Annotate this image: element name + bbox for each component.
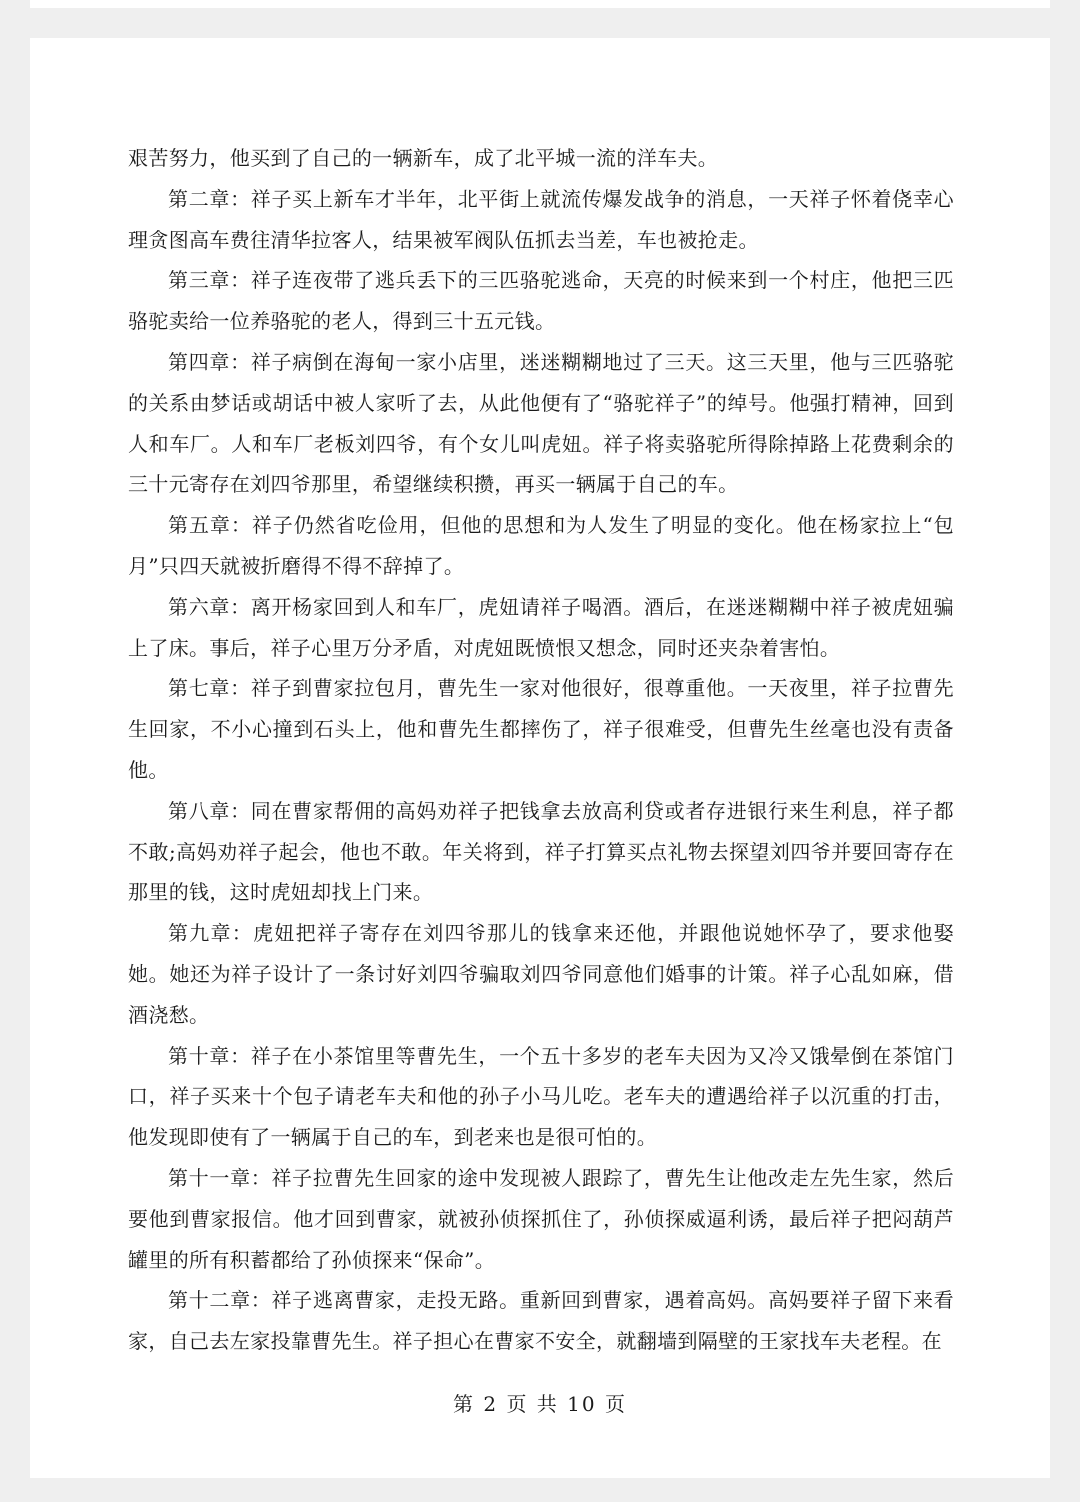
- paragraph-chapter-11: 第十一章：祥子拉曹先生回家的途中发现被人跟踪了，曹先生让他改走左先生家，然后要他到曹家报信。他才回到曹家，就被孙侦探抓住了，孙侦探威逼利诱，最后祥子把闷葫芦罐里的所有积蓄都给了孙侦探来“保命”。: [128, 1165, 954, 1272]
- previous-page-edge: [30, 0, 1050, 8]
- paragraph-chapter-9: 第九章：虎妞把祥子寄存在刘四爷那儿的钱拿来还他，并跟他说她怀孕了，要求他娶她。她还为祥子设计了一条讨好刘四爷骗取刘四爷同意他们婚事的计策。祥子心乱如麻，借酒浇愁。: [128, 921, 954, 1027]
- paragraph-chapter-3: 第三章：祥子连夜带了逃兵丢下的三匹骆驼逃命，天亮的时候来到一个村庄，他把三匹骆驼卖给一位养骆驼的老人，得到三十五元钱。: [128, 268, 954, 334]
- paragraph-chapter-8: 第八章：同在曹家帮佣的高妈劝祥子把钱拿去放高利贷或者存进银行来生利息，祥子都不敢;高妈劝祥子起会，他也不敢。年关将到，祥子打算买点礼物去探望刘四爷并要回寄存在那里的钱，这时虎妞却找上门来。: [128, 798, 954, 905]
- page-body: [128, 138, 954, 1362]
- paragraph-chapter-7: 第七章：祥子到曹家拉包月，曹先生一家对他很好，很尊重他。一天夜里，祥子拉曹先生回家，不小心撞到石头上，他和曹先生都摔伤了，祥子很难受，但曹先生丝毫也没有责备他。: [128, 676, 954, 782]
- paragraph-chapter-10: 第十章：祥子在小茶馆里等曹先生，一个五十多岁的老车夫因为又冷又饿晕倒在茶馆门口，祥子买来十个包子请老车夫和他的孙子小马儿吃。老车夫的遭遇给祥子以沉重的打击，他发现即使有了一辆属于自己的车，到老来也是很可怕的。: [128, 1043, 954, 1150]
- document-page: [30, 38, 1050, 1478]
- paragraph-continued: 艰苦努力，他买到了自己的一辆新车，成了北平城一流的洋车夫。: [128, 146, 719, 170]
- paragraph-chapter-12: 第十二章：祥子逃离曹家，走投无路。重新回到曹家，遇着高妈。高妈要祥子留下来看家，自己去左家投靠曹先生。祥子担心在曹家不安全，就翻墙到隔壁的王家找车夫老程。在: [128, 1288, 954, 1354]
- page-number-footer: 第 2 页 共 10 页: [453, 1392, 627, 1416]
- paragraph-chapter-5: 第五章：祥子仍然省吃俭用，但他的思想和为人发生了明显的变化。他在杨家拉上“包月”只四天就被折磨得不得不辞掉了。: [128, 513, 954, 578]
- paragraph-chapter-6: 第六章：离开杨家回到人和车厂，虎妞请祥子喝酒。酒后，在迷迷糊糊中祥子被虎妞骗上了床。事后，祥子心里万分矛盾，对虎妞既愤恨又想念，同时还夹杂着害怕。: [128, 594, 954, 660]
- paragraph-chapter-2: 第二章：祥子买上新车才半年，北平街上就流传爆发战争的消息，一天祥子怀着侥幸心理贪图高车费往清华拉客人，结果被军阀队伍抓去当差，车也被抢走。: [128, 186, 954, 252]
- paragraph-chapter-4: 第四章：祥子病倒在海甸一家小店里，迷迷糊糊地过了三天。这三天里，他与三匹骆驼的关系由梦话或胡话中被人家听了去，从此他便有了“骆驼祥子”的绰号。他强打精神，回到人和车厂。人和车厂老板刘四爷，有个女儿叫虎妞。祥子将卖骆驼所得除掉路上花费剩余的三十元寄存在刘四爷那里，希望继续积攒，再买一辆属于自己的车。: [128, 349, 954, 497]
